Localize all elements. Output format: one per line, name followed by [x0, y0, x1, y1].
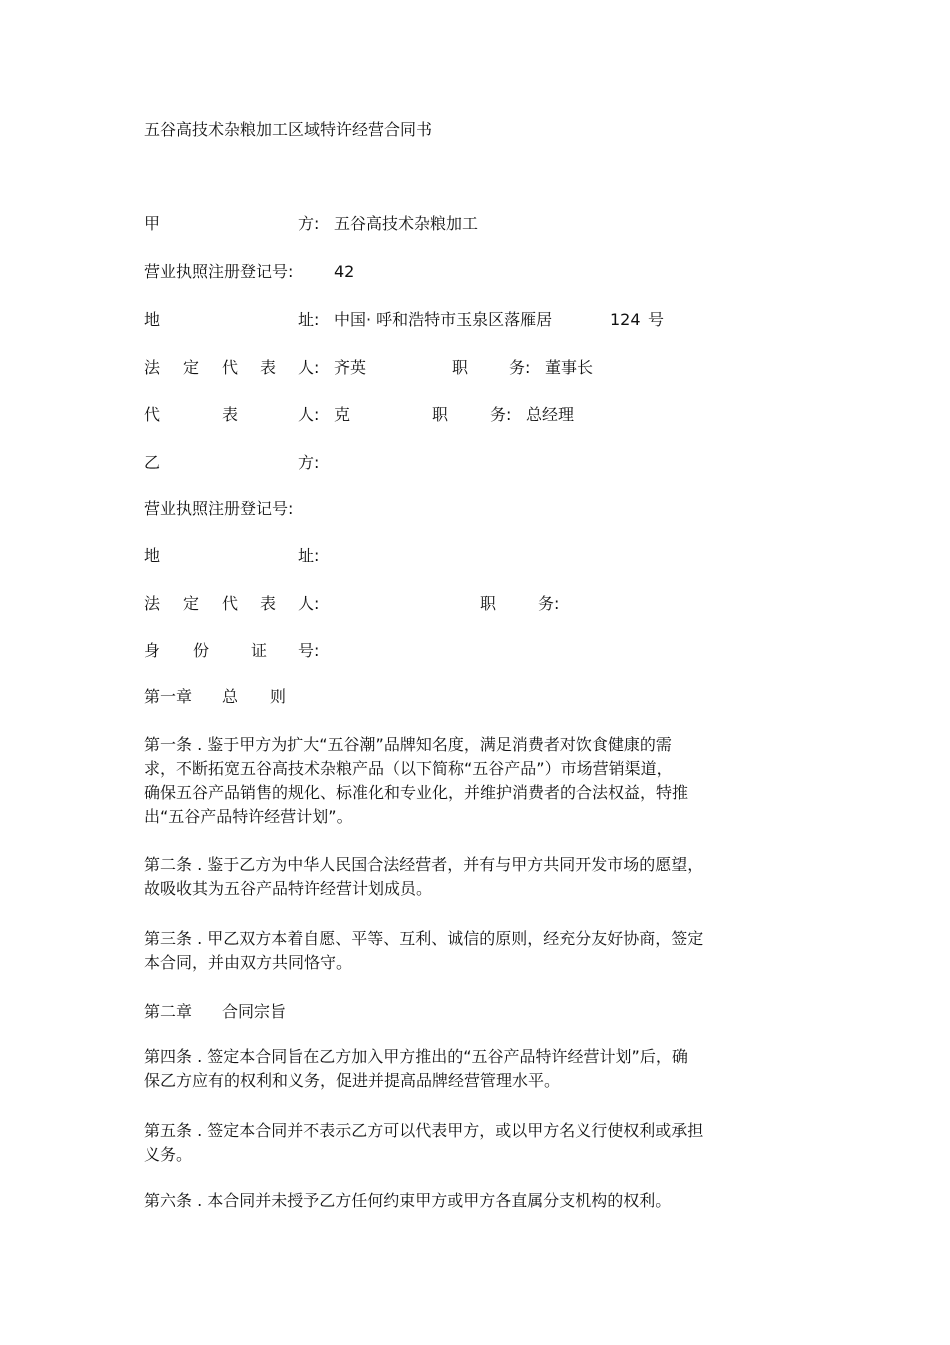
article-1: [144, 733, 774, 829]
chapter-name-char: 总: [222, 687, 239, 706]
legal-rep-label-char: 定: [183, 358, 200, 377]
party-a-address-value: 中国· 呼和浩特市玉泉区落雁居: [334, 310, 553, 329]
party-a-address-suffix: 号: [648, 310, 665, 329]
id-label-char: 身: [144, 641, 161, 660]
legal-rep-label-char: 表: [260, 594, 277, 613]
article-line: 故吸收其为五谷产品特许经营计划成员。: [144, 879, 433, 898]
article-line: 本合同，并由双方共同恪守。: [144, 953, 353, 972]
party-b-license-label: 营业执照注册登记号:: [144, 499, 294, 518]
party-b-address-label-1: 地: [144, 546, 161, 565]
chapter-label: 第一章: [144, 687, 193, 706]
party-a-label-1: 甲: [144, 214, 161, 233]
party-a-rep-value: 克: [334, 405, 351, 424]
article-4: [144, 1045, 774, 1093]
party-b-label-1: 乙: [144, 453, 161, 472]
legal-rep-label-char: 人:: [298, 594, 320, 613]
position-label-1: 职: [432, 405, 449, 424]
article-line: 第二条 . 鉴于乙方为中华人民国合法经营者，并有与甲方共同开发市场的愿望，: [144, 855, 704, 874]
party-a-license-value: 42: [334, 262, 355, 281]
article-line: 义务。: [144, 1145, 193, 1164]
id-label-char: 证: [251, 641, 268, 660]
legal-rep-label-char: 表: [260, 358, 277, 377]
id-label-char: 号:: [298, 641, 320, 660]
rep-label-char: 表: [222, 405, 239, 424]
position-label-2: 务:: [509, 358, 531, 377]
article-line: 第三条 . 甲乙双方本着自愿、平等、互利、诚信的原则，经充分友好协商，签定: [144, 929, 704, 948]
legal-rep-label-char: 代: [222, 358, 239, 377]
party-a-legal-rep-position-value: 董事长: [545, 358, 594, 377]
party-a-address-label-1: 地: [144, 310, 161, 329]
party-a-legal-rep-value: 齐英: [334, 358, 367, 377]
position-label-2: 务:: [538, 594, 560, 613]
chapter-name: 合同宗旨: [222, 1002, 287, 1021]
article-2: [144, 853, 774, 901]
legal-rep-label-char: 人:: [298, 358, 320, 377]
document-title: 五谷高技术杂粮加工区域特许经营合同书: [144, 120, 433, 139]
party-b-address-label-2: 址:: [298, 546, 320, 565]
article-5: [144, 1119, 774, 1167]
party-a-address-number: 124: [610, 310, 641, 329]
article-line: 出“五谷产品特许经营计划”。: [144, 807, 353, 826]
chapter-name-char: 则: [270, 687, 287, 706]
article-line: 确保五谷产品销售的规化、标准化和专业化，并维护消费者的合法权益，特推: [144, 783, 689, 802]
article-3: [144, 927, 774, 975]
article-line: 第五条 . 签定本合同并不表示乙方可以代表甲方，或以甲方名义行使权利或承担: [144, 1121, 704, 1140]
party-a-label-2: 方:: [298, 214, 320, 233]
legal-rep-label-char: 法: [144, 358, 161, 377]
party-a-address-label-2: 址:: [298, 310, 320, 329]
party-b-label-2: 方:: [298, 453, 320, 472]
article-line: 求，不断拓宽五谷高技术杂粮产品（以下简称“五谷产品”）市场营销渠道，: [144, 759, 673, 778]
article-line: 第一条 . 鉴于甲方为扩大“五谷潮”品牌知名度，满足消费者对饮食健康的需: [144, 735, 672, 754]
party-a-name-value: 五谷高技术杂粮加工: [334, 214, 479, 233]
position-label-2: 务:: [490, 405, 512, 424]
id-label-char: 份: [193, 641, 210, 660]
legal-rep-label-char: 定: [183, 594, 200, 613]
position-label-1: 职: [480, 594, 497, 613]
article-line: 保乙方应有的权利和义务，促进并提高品牌经营管理水平。: [144, 1071, 561, 1090]
party-a-rep-position-value: 总经理: [526, 405, 575, 424]
legal-rep-label-char: 代: [222, 594, 239, 613]
party-a-license-label: 营业执照注册登记号:: [144, 262, 294, 281]
article-line: 第六条 . 本合同并未授予乙方任何约束甲方或甲方各直属分支机构的权利。: [144, 1191, 672, 1210]
article-line: 第四条 . 签定本合同旨在乙方加入甲方推出的“五谷产品特许经营计划”后，确: [144, 1047, 688, 1066]
legal-rep-label-char: 法: [144, 594, 161, 613]
chapter-label: 第二章: [144, 1002, 193, 1021]
position-label-1: 职: [452, 358, 469, 377]
article-6: [144, 1189, 774, 1213]
rep-label-char: 人:: [298, 405, 320, 424]
rep-label-char: 代: [144, 405, 161, 424]
